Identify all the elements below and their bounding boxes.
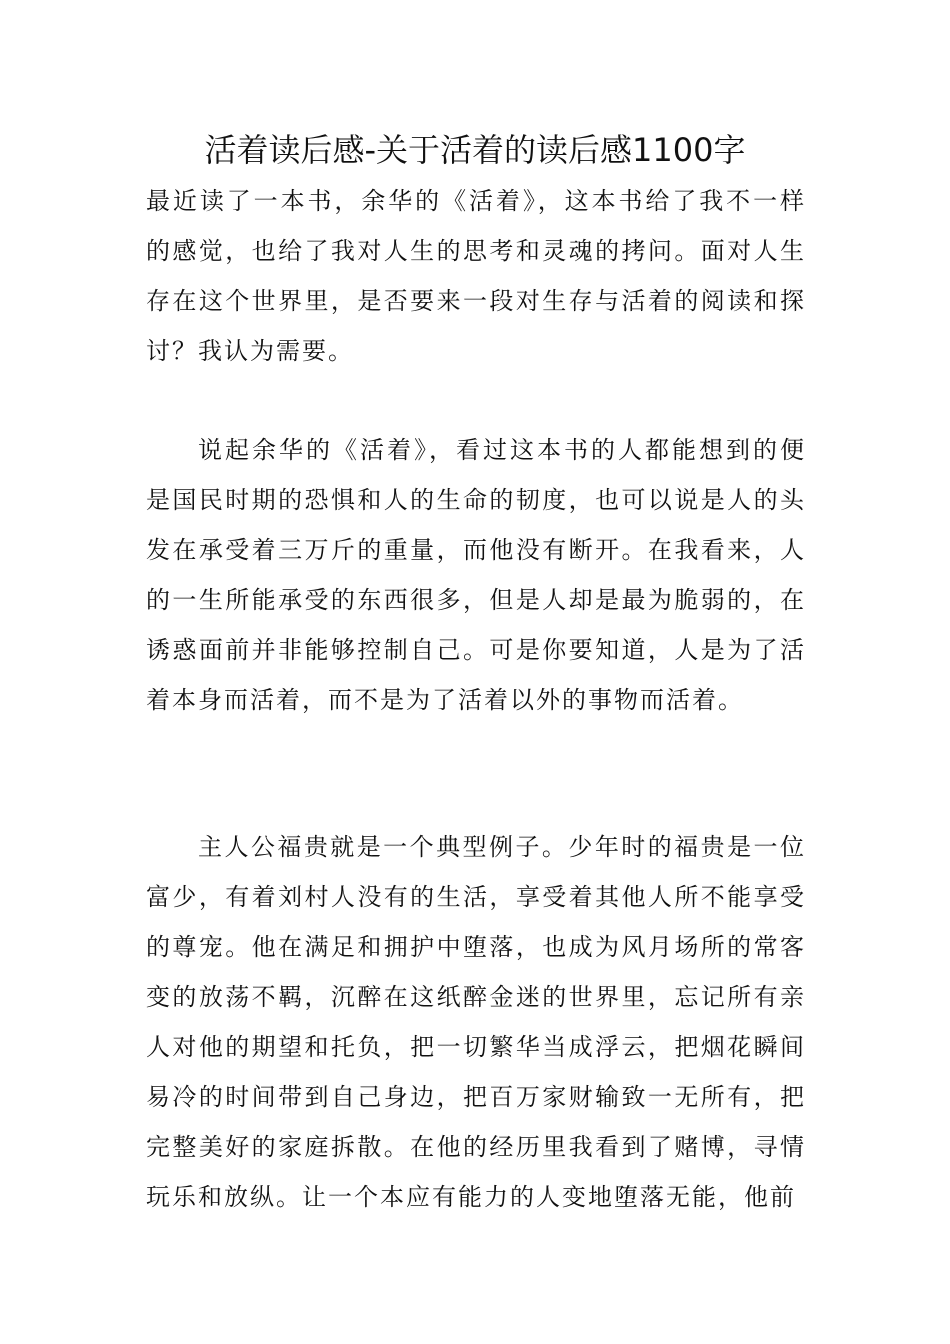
paragraph-3: 主人公福贵就是一个典型例子。少年时的福贵是一位富少，有着刘村人没有的生活，享受着其他人所不能享受的尊宠。他在满足和拥护中堕落，也成为风月场所的常客变的放荡不羁，沉醉在这纸醉金迷的世界里，忘记所有亲人对他的期望和托负，把一切繁华当成浮云，把烟花瞬间易冷的时间带到自己身边，把百万家财输致一无所有，把完整美好的家庭拆散。在他的经历里我看到了赌博，寻情玩乐和放纵。让一个本应有能力的人变地堕落无能，他前 — [146, 833, 806, 1211]
paragraph-1: 最近读了一本书，余华的《活着》，这本书给了我不一样的感觉，也给了我对人生的思考和灵魂的拷问。面对人生存在这个世界里，是否要来一段对生存与活着的阅读和探讨？我认为需要。 — [146, 187, 806, 365]
paragraph-2: 说起余华的《活着》，看过这本书的人都能想到的便是国民时期的恐惧和人的生命的韧度，也可以说是人的头发在承受着三万斤的重量，而他没有断开。在我看来，人的一生所能承受的东西很多，但是人却是最为脆弱的，在诱惑面前并非能够控制自己。可是你要知道，人是为了活着本身而活着，而不是为了活着以外的事物而活着。 — [146, 436, 806, 714]
document-title: 活着读后感-关于活着的读后感1100字 — [204, 131, 746, 169]
